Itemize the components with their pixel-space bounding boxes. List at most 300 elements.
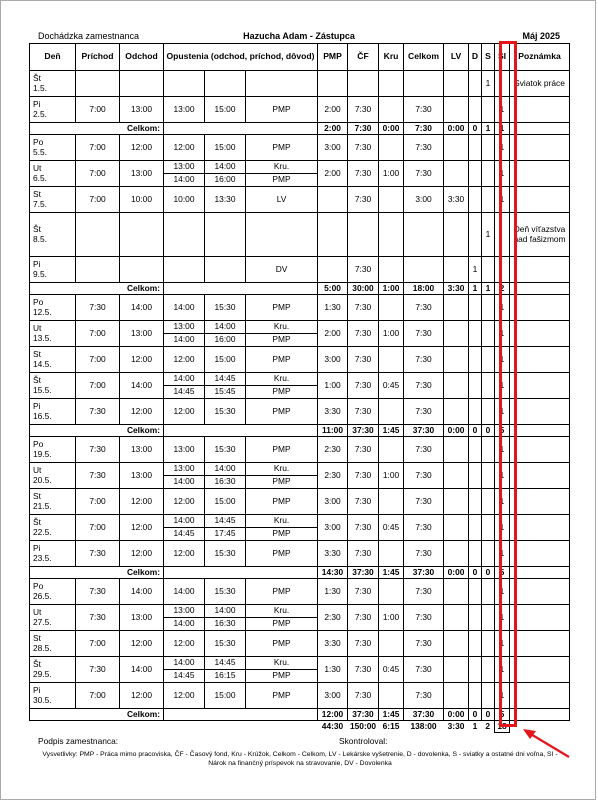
si-cell [495,257,510,283]
si-cell: 1 [495,187,510,213]
day-row [30,347,570,373]
col-d: D [469,44,482,71]
total-kru: 1:45 [379,567,404,579]
lv-cell [444,541,469,567]
cf-cell: 7:30 [348,437,379,463]
arrival-cell [76,71,120,97]
kru-cell [379,579,404,605]
employee-signature-label: Podpis zamestnanca: [38,736,119,746]
leave-in-cell: 16:00 [205,334,246,347]
leave-in-cell: 15:00 [205,347,246,373]
note-cell [510,257,570,283]
departure-cell: 12:00 [120,515,164,541]
day-cell: St 21.5. [30,489,76,515]
si-cell: 1 [495,161,510,187]
total-d: 0 [469,567,482,579]
day-row [30,463,570,476]
note-cell [510,187,570,213]
total-label: Celkom: [30,709,164,721]
pmp-cell: 3:00 [318,135,348,161]
note-cell: Deň víťazstva nad fašizmom [510,213,570,257]
s-cell [482,399,495,425]
departure-cell [120,213,164,257]
leave-in-cell: 13:30 [205,187,246,213]
note-cell [510,463,570,489]
si-cell: 1 [495,605,510,631]
leave-out-cell: 14:45 [164,528,205,541]
leave-out-cell: 12:00 [164,489,205,515]
d-cell [469,135,482,161]
leave-out-cell: 14:00 [164,476,205,489]
note-cell [510,161,570,187]
total-d: 0 [469,123,482,135]
d-cell [469,489,482,515]
lv-cell [444,631,469,657]
total-celkom: 18:00 [404,283,444,295]
departure-cell: 12:00 [120,399,164,425]
d-cell [469,437,482,463]
total-note [510,425,570,437]
lv-cell [444,347,469,373]
total-s: 0 [482,425,495,437]
d-cell [469,399,482,425]
note-cell [510,97,570,123]
leave-in-cell: 15:30 [205,541,246,567]
weekly-total-row [30,283,570,295]
pmp-cell [318,213,348,257]
celkom-cell: 7:30 [404,295,444,321]
celkom-cell: 7:30 [404,605,444,631]
d-cell [469,463,482,489]
leave-out-cell: 12:00 [164,541,205,567]
leave-in-cell: 16:30 [205,476,246,489]
cf-cell: 7:30 [348,657,379,683]
total-lv: 0:00 [444,709,469,721]
leave-out-cell: 12:00 [164,631,205,657]
si-cell: 1 [495,437,510,463]
leave-reason-cell: LV [246,187,318,213]
s-cell [482,161,495,187]
celkom-cell: 7:30 [404,541,444,567]
leave-reason-cell: PMP [246,295,318,321]
day-cell: Ut 20.5. [30,463,76,489]
si-cell [495,71,510,97]
leave-reason-cell: PMP [246,97,318,123]
s-cell [482,683,495,709]
arrival-cell: 7:30 [76,437,120,463]
departure-cell: 14:00 [120,657,164,683]
pmp-cell: 1:00 [318,373,348,399]
kru-cell [379,347,404,373]
celkom-cell: 7:30 [404,463,444,489]
leave-out-cell: 13:00 [164,437,205,463]
s-cell: 1 [482,71,495,97]
pmp-cell: 2:30 [318,437,348,463]
total-label: Celkom: [30,283,164,295]
leave-out-cell: 14:00 [164,334,205,347]
kru-cell [379,295,404,321]
total-si: 5 [495,567,510,579]
lv-cell [444,657,469,683]
leave-reason-cell: Kru. [246,373,318,386]
pmp-cell: 1:30 [318,295,348,321]
celkom-cell: 7:30 [404,135,444,161]
arrival-cell: 7:30 [76,399,120,425]
d-cell [469,373,482,399]
total-s: 1 [482,123,495,135]
day-row [30,373,570,386]
checked-by-label: Skontroloval: [339,736,388,746]
total-s: 1 [482,283,495,295]
total-pmp: 14:30 [318,567,348,579]
total-lv: 0:00 [444,123,469,135]
note-cell [510,437,570,463]
total-lv: 0:00 [444,425,469,437]
total-si: 2 [495,283,510,295]
d-cell [469,187,482,213]
d-cell [469,97,482,123]
grand-total-spacer [30,721,318,733]
col-poznamka: Poznámka [510,44,570,71]
pmp-cell: 1:30 [318,657,348,683]
arrival-cell: 7:00 [76,631,120,657]
departure-cell: 14:00 [120,579,164,605]
si-cell: 1 [495,541,510,567]
leave-reason-cell: PMP [246,135,318,161]
note-cell [510,489,570,515]
day-cell: Pi 16.5. [30,399,76,425]
kru-cell [379,257,404,283]
leave-reason-cell: PMP [246,437,318,463]
kru-cell: 1:00 [379,161,404,187]
cf-cell: 7:30 [348,347,379,373]
s-cell [482,347,495,373]
si-cell: 1 [495,579,510,605]
day-row [30,97,570,123]
lv-cell [444,437,469,463]
si-cell: 1 [495,515,510,541]
lv-cell [444,135,469,161]
note-cell [510,541,570,567]
d-cell [469,321,482,347]
kru-cell [379,683,404,709]
weekly-total-row [30,425,570,437]
note-cell [510,631,570,657]
kru-cell [379,97,404,123]
pmp-cell: 3:30 [318,541,348,567]
total-kru: 1:00 [379,283,404,295]
lv-cell [444,579,469,605]
leave-out-cell: 14:00 [164,657,205,670]
departure-cell: 13:00 [120,605,164,631]
lv-cell [444,489,469,515]
col-opustenia: Opustenia (odchod, príchod, dôvod) [164,44,318,71]
attendance-table [29,43,570,733]
leave-in-cell: 15:45 [205,386,246,399]
celkom-cell [404,71,444,97]
day-row [30,657,570,670]
lv-cell [444,373,469,399]
departure-cell: 12:00 [120,489,164,515]
cf-cell [348,71,379,97]
col-pmp: PMP [318,44,348,71]
kru-cell [379,399,404,425]
total-d: 0 [469,709,482,721]
day-cell: Po 26.5. [30,579,76,605]
lv-cell [444,161,469,187]
leave-out-cell [164,257,205,283]
pmp-cell: 2:00 [318,321,348,347]
leave-in-cell: 14:00 [205,321,246,334]
arrival-cell: 7:30 [76,657,120,683]
si-cell: 1 [495,97,510,123]
note-cell: Sviatok práce [510,71,570,97]
day-cell: Po 12.5. [30,295,76,321]
arrival-cell: 7:30 [76,579,120,605]
s-cell [482,489,495,515]
total-kru: 1:45 [379,709,404,721]
cf-cell: 7:30 [348,161,379,187]
cf-cell: 7:30 [348,579,379,605]
total-label: Celkom: [30,425,164,437]
total-d: 1 [469,283,482,295]
grand-total-pmp: 44:30 [321,721,344,731]
leave-in-cell: 16:00 [205,174,246,187]
total-pmp: 12:00 [318,709,348,721]
leave-in-cell [205,257,246,283]
day-cell: Pi 23.5. [30,541,76,567]
day-row [30,187,570,213]
cf-cell: 7:30 [348,515,379,541]
s-cell [482,373,495,399]
note-cell [510,347,570,373]
departure-cell [120,71,164,97]
celkom-cell: 7:30 [404,579,444,605]
departure-cell: 13:00 [120,97,164,123]
day-cell: Št 8.5. [30,213,76,257]
lv-cell [444,295,469,321]
s-cell [482,257,495,283]
col-lv: LV [444,44,469,71]
departure-cell: 13:00 [120,463,164,489]
leave-reason-cell: PMP [246,399,318,425]
arrival-cell: 7:00 [76,135,120,161]
cf-cell: 7:30 [348,489,379,515]
day-cell: Št 22.5. [30,515,76,541]
d-cell: 1 [469,257,482,283]
total-d: 0 [469,425,482,437]
s-cell [482,541,495,567]
d-cell [469,657,482,683]
celkom-cell: 7:30 [404,161,444,187]
total-pmp: 2:00 [318,123,348,135]
si-cell: 1 [495,135,510,161]
celkom-cell: 7:30 [404,489,444,515]
cf-cell: 7:30 [348,463,379,489]
pmp-cell [318,71,348,97]
departure-cell: 14:00 [120,373,164,399]
leave-in-cell: 15:30 [205,631,246,657]
header-row [30,44,570,71]
col-odchod: Odchod [120,44,164,71]
leave-out-cell: 14:00 [164,295,205,321]
s-cell: 1 [482,213,495,257]
leave-reason-cell: Kru. [246,321,318,334]
total-cf: 37:30 [348,425,379,437]
arrival-cell [76,257,120,283]
departure-cell: 10:00 [120,187,164,213]
celkom-cell: 7:30 [404,437,444,463]
day-row [30,683,570,709]
leave-reason-cell: Kru. [246,161,318,174]
pmp-cell: 2:00 [318,161,348,187]
day-cell: St 14.5. [30,347,76,373]
lv-cell [444,605,469,631]
note-cell [510,657,570,683]
departure-cell: 12:00 [120,347,164,373]
s-cell [482,295,495,321]
pmp-cell: 3:30 [318,399,348,425]
arrival-cell: 7:00 [76,161,120,187]
kru-cell: 0:45 [379,515,404,541]
leave-reason-cell: PMP [246,579,318,605]
celkom-cell: 7:30 [404,631,444,657]
cf-cell: 7:30 [348,295,379,321]
kru-cell [379,135,404,161]
leave-reason-cell: PMP [246,528,318,541]
employee-name: Hazucha Adam - Zástupca [243,31,355,41]
cf-cell: 7:30 [348,605,379,631]
lv-cell: 3:30 [444,187,469,213]
leave-out-cell: 12:00 [164,399,205,425]
kru-cell: 1:00 [379,321,404,347]
leave-in-cell: 15:30 [205,437,246,463]
grand-total-si: 18 [495,721,510,733]
cf-cell: 7:30 [348,187,379,213]
doc-title: Dochádzka zamestnanca [38,31,140,41]
si-cell: 1 [495,683,510,709]
day-cell: St 28.5. [30,631,76,657]
leave-reason-cell: PMP [246,489,318,515]
leave-in-cell: 15:30 [205,579,246,605]
day-cell: Ut 13.5. [30,321,76,347]
s-cell [482,321,495,347]
day-cell: Št 1.5. [30,71,76,97]
arrival-cell: 7:30 [76,541,120,567]
total-si: 5 [495,425,510,437]
departure-cell: 12:00 [120,135,164,161]
celkom-cell: 7:30 [404,321,444,347]
day-row [30,579,570,605]
departure-cell [120,257,164,283]
leave-in-cell: 14:00 [205,161,246,174]
leave-in-cell: 14:00 [205,463,246,476]
total-label: Celkom: [30,567,164,579]
arrival-cell [76,213,120,257]
day-row [30,541,570,567]
leave-out-cell: 12:00 [164,135,205,161]
d-cell [469,347,482,373]
d-cell [469,515,482,541]
cf-cell [348,213,379,257]
leave-reason-cell: Kru. [246,463,318,476]
leave-reason-cell: PMP [246,174,318,187]
day-cell: Pi 9.5. [30,257,76,283]
kru-cell [379,213,404,257]
leave-out-cell: 12:00 [164,683,205,709]
total-s: 0 [482,567,495,579]
leave-out-cell: 14:00 [164,515,205,528]
si-cell: 1 [495,657,510,683]
grand-total-lv: 3:30 [447,721,465,731]
leave-out-cell: 14:00 [164,618,205,631]
total-spacer [164,567,318,579]
leave-reason-cell: PMP [246,670,318,683]
leave-reason-cell: PMP [246,618,318,631]
pmp-cell: 2:00 [318,97,348,123]
celkom-cell: 7:30 [404,657,444,683]
pmp-cell: 3:00 [318,683,348,709]
note-cell [510,295,570,321]
arrival-cell: 7:00 [76,347,120,373]
lv-cell [444,399,469,425]
day-row [30,605,570,618]
celkom-cell: 7:30 [404,347,444,373]
s-cell [482,463,495,489]
weekly-total-row [30,567,570,579]
kru-cell [379,631,404,657]
si-cell: 1 [495,373,510,399]
day-row [30,399,570,425]
cf-cell: 7:30 [348,321,379,347]
note-cell [510,579,570,605]
arrival-cell: 7:00 [76,373,120,399]
note-cell [510,399,570,425]
total-celkom: 37:30 [404,425,444,437]
day-cell: Pi 30.5. [30,683,76,709]
note-cell [510,515,570,541]
s-cell [482,631,495,657]
arrival-cell: 7:00 [76,97,120,123]
day-row [30,213,570,257]
d-cell [469,683,482,709]
leave-out-cell: 14:00 [164,174,205,187]
departure-cell: 13:00 [120,161,164,187]
total-cf: 37:30 [348,709,379,721]
pmp-cell: 3:00 [318,515,348,541]
total-note [510,567,570,579]
total-note [510,283,570,295]
leave-in-cell: 15:00 [205,97,246,123]
cf-cell: 7:30 [348,135,379,161]
kru-cell: 1:00 [379,605,404,631]
total-spacer [164,425,318,437]
d-cell [469,579,482,605]
leave-out-cell: 13:00 [164,463,205,476]
kru-cell [379,489,404,515]
leave-reason-cell: PMP [246,386,318,399]
total-kru: 0:00 [379,123,404,135]
si-cell: 1 [495,489,510,515]
day-row [30,489,570,515]
kru-cell [379,437,404,463]
lv-cell [444,213,469,257]
note-cell [510,605,570,631]
leave-reason-cell: PMP [246,631,318,657]
departure-cell: 14:00 [120,295,164,321]
day-cell: St 7.5. [30,187,76,213]
grand-total-cf: 150:00 [349,721,377,731]
